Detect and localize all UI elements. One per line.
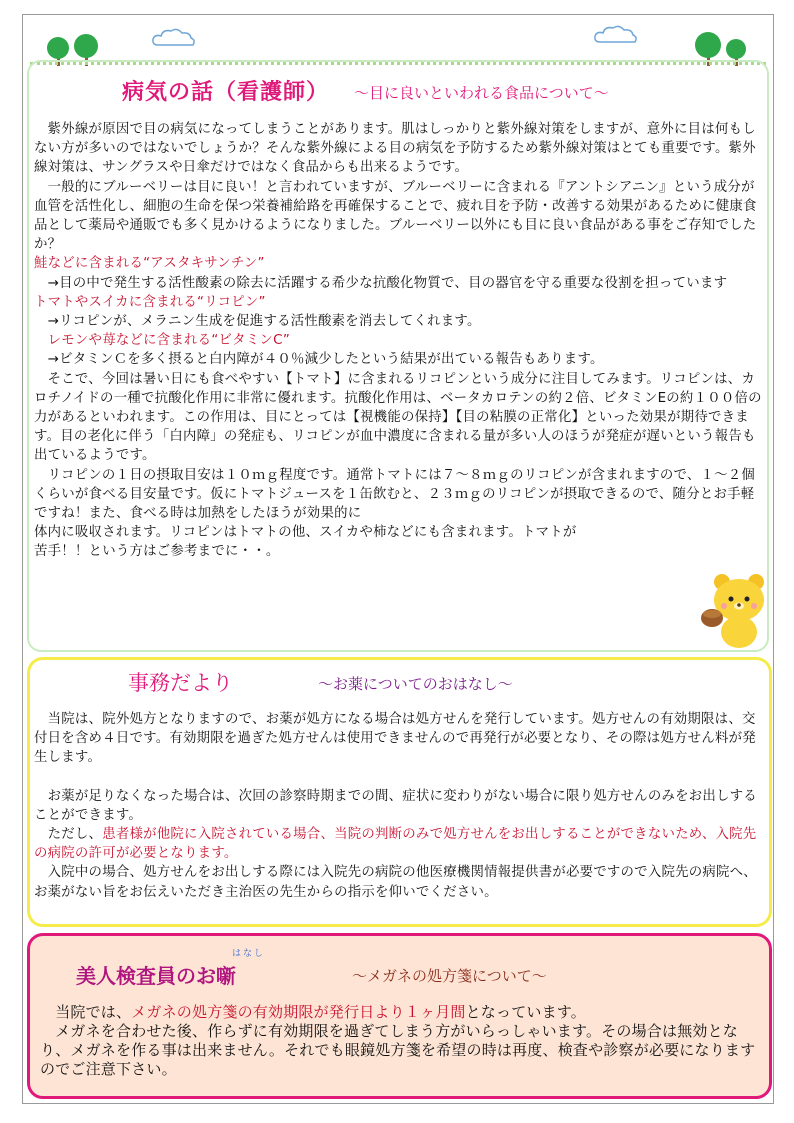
paragraph: →リコピンが、メラニン生成を促進する活性酸素を消去してくれます。 xyxy=(34,314,481,330)
paragraph: メガネを合わせた後、作らずに有効期限を過ぎてしまう方がいらっしゃいます。その場合は無効となり、メガネを作る事は出来ません。それでも眼鏡処方箋を希望の時は再度、検査や診察が必要になりますのでご注意下さい。 xyxy=(40,1022,756,1078)
inspector-subtitle: ～メガネの処方箋について～ xyxy=(352,967,547,985)
cloud-icon xyxy=(150,27,198,49)
highlighted-text: メガネの処方箋の有効期限が発行日より１ヶ月間 xyxy=(131,1003,466,1021)
paragraph: →目の中で発生する活性酸素の除去に活躍する希少な抗酸化物質で、目の器官を守る重要な役割を担っています xyxy=(34,275,728,291)
paragraph: →ビタミンＣを多く摂ると白内障が４０％減少したという結果が出ている報告もあります。 xyxy=(34,352,604,368)
disease-title: 病気の話（看護師） xyxy=(122,80,330,105)
inspector-title: 美人検査員のお噺 xyxy=(76,964,236,988)
paragraph: 入院中の場合、処方せんをお出しする際には入院先の病院の他医療機関情報提供書が必要ですので入院先の病院へ、お薬がない旨をお伝えいただき主治医の先生からの指示を仰いでください。 xyxy=(34,865,757,900)
office-title: 事務だより xyxy=(128,671,233,695)
paragraph-lead: ただし、 xyxy=(34,827,103,843)
office-subtitle: ～お薬についてのおはなし～ xyxy=(318,675,513,693)
cloud-icon xyxy=(592,24,640,46)
highlighted-text: 患者様が他院に入院されている場合、当院の判断のみで処方せんをお出しすることができないため、入院先の病院の許可が必要となります。 xyxy=(34,827,757,862)
paragraph: そこで、今回は暑い日にも食べやすい【トマト】に含まれるリコピンという成分に注目してみます。リコピンは、カロチノイドの一種で抗酸化作用に非常に優れます。抗酸化作用は、ベータカロテンの約２倍、ビタミンEの約１００倍の力があるといわれます。この作用は、目にとっては【視機能の保持】【目の粘膜の正常化】といった効果が期待できます。目の老化に伴う「白内障」の発症も、リコピンが血中濃度に含まれる量が多い人のほうが発症が遅いという報告も出ているようです。 xyxy=(34,371,762,464)
paragraph: お薬が足りなくなった場合は、次回の診察時期までの間、症状に変わりがない場合に限り処方せんのみをお出しすることができます。 xyxy=(34,788,757,823)
inspector-title-ruby: はなし xyxy=(232,949,266,959)
disease-body xyxy=(34,120,762,562)
paragraph: 一般的にブルーベリーは目に良い！と言われていますが、ブルーベリーに含まれる『アントシアニン』という成分が血管を活性化し、細胞の生命を保つ栄養補給路を再確保することで、疲れ目を予防・改善する効果があるために健康食品として薬局や通販でも多く見かけるようになりました。ブルーベリー以外にも目に良い食品がある事をご存知でしたか？ xyxy=(34,179,757,253)
inspector-body xyxy=(40,1003,762,1079)
paragraph: レモンや苺などに含まれる“ビタミンC” xyxy=(34,333,291,349)
paragraph xyxy=(34,825,762,863)
paragraph-tail: となっています。 xyxy=(465,1003,587,1021)
paragraph: 鮭などに含まれる“アスタキサンチン” xyxy=(34,256,265,272)
paragraph: リコピンの１日の摂取目安は１０ｍｇ程度です。通常トマトには７～８ｍｇのリコピンが含まれますので、１～２個くらいが食べる目安量です。仮にトマトジュースを１缶飲むと、２３ｍｇのリコピンが摂取できるので、随分とお手軽ですね！また、食べる時は加熱をしたほうが効果的に xyxy=(34,467,756,522)
paragraph: 体内に吸収されます。リコピンはトマトの他、スイカや柿などにも含まれます。トマトが xyxy=(34,525,577,541)
paragraph xyxy=(40,1003,762,1022)
paragraph-lead: 当院では、 xyxy=(40,1003,132,1021)
office-body xyxy=(34,710,762,902)
disease-subtitle: ～目に良いといわれる食品について～ xyxy=(354,84,609,102)
paragraph xyxy=(34,768,762,787)
paragraph: 苦手！！という方はご参考までに・・。 xyxy=(34,544,280,560)
paragraph: トマトやスイカに含まれる“リコピン” xyxy=(34,294,266,310)
paragraph: 紫外線が原因で目の病気になってしまうことがあります。肌はしっかりと紫外線対策をしますが、意外に目は何もしない方が多いのではないでしょうか？そんな紫外線による目の病気を予防するため紫外線対策はとても重要です。紫外線対策は、サングラスや日傘だけではなく食品からも出来るようです。 xyxy=(34,122,756,176)
paragraph: 当院は、院外処方となりますので、お薬が処方になる場合は処方せんを発行しています。処方せんの有効期限は、交付日を含め４日です。有効期限を過ぎた処方せんは使用できませんので再発行が必要となり、その際は処方せん料が発生します。 xyxy=(34,712,756,766)
